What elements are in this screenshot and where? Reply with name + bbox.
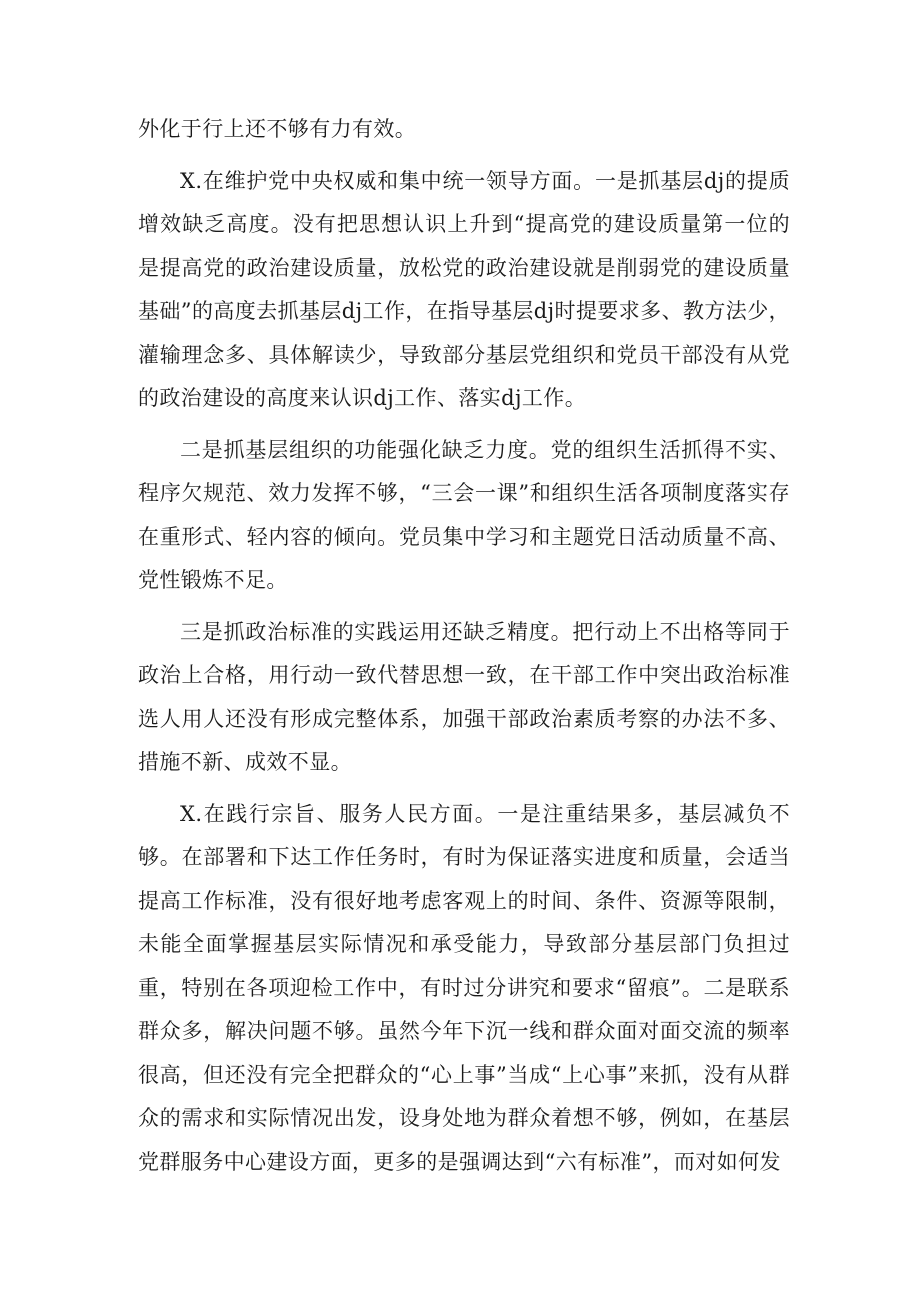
paragraph-continuation: 外化于行上还不够有力有效。: [138, 117, 417, 141]
paragraph-political-standards: 三是抓政治标准的实践运用还缺乏精度。把行动上不出格等同于政治上合格，用行动一致代替思想一致，在干部工作中突出政治标准选人用人还没有形成完整体系，加强干部政治素质考察的办法不多、措施不新、成效不显。: [138, 619, 790, 774]
paragraph-grassroots-organization: 二是抓基层组织的功能强化缺乏力度。党的组织生活抓得不实、程序欠规范、效力发挥不够，“三会一课”和组织生活各项制度落实存在重形式、轻内容的倾向。党员集中学习和主题党日活动质量不高、党性锻炼不足。: [138, 437, 790, 592]
paragraph-serving-people: X.在践行宗旨、服务人民方面。一是注重结果多，基层减负不够。在部署和下达工作任务时，有时为保证落实进度和质量，会适当提高工作标准，没有很好地考虑客观上的时间、条件、资源等限制，未能全面掌握基层实际情况和承受能力，导致部分基层部门负担过重，特别在各项迎检工作中，有时过分讲究和要求“留痕”。二是联系群众多，解决问题不够。虽然今年下沉一线和群众面对面交流的频率很高，但还没有完全把群众的“心上事”当成“上心事”来抓，没有从群众的需求和实际情况出发，设身处地为群众着想不够，例如，在基层党群服务中心建设方面，更多的是强调达到“六有标准”，而对如何发: [138, 801, 790, 1174]
paragraph-central-authority: X.在维护党中央权威和集中统一领导方面。一是抓基层dj的提质增效缺乏高度。没有把思想认识上升到“提高党的建设质量第一位的是提高党的政治建设质量，放松党的政治建设就是削弱党的建设质量基础”的高度去抓基层dj工作，在指导基层dj时提要求多、教方法少，灌输理念多、具体解读少，导致部分基层党组织和党员干部没有从党的政治建设的高度来认识dj工作、落实dj工作。: [138, 168, 790, 410]
document-body: [138, 108, 790, 1192]
